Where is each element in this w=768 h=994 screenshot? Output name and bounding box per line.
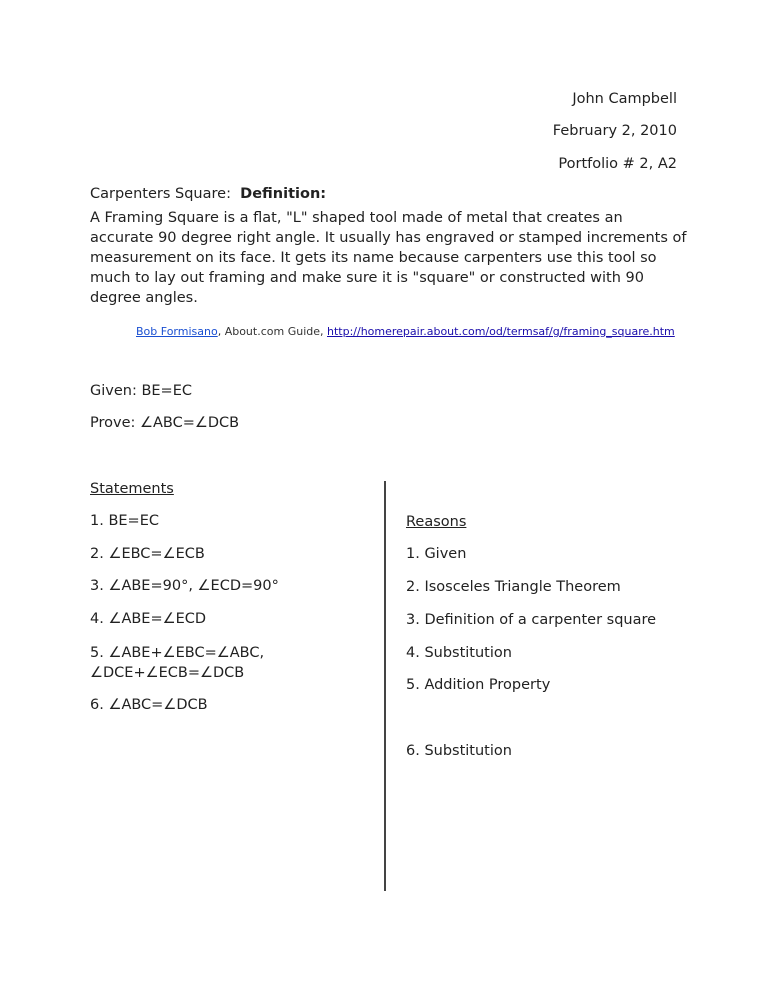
portfolio-label: Portfolio # 2, A2 bbox=[558, 156, 677, 172]
citation bbox=[136, 325, 675, 338]
statement-item-continued: ∠DCE+∠ECB=∠DCB bbox=[90, 665, 245, 681]
statement-item: 6. ∠ABC=∠DCB bbox=[90, 697, 208, 713]
prove-line: Prove: ∠ABC=∠DCB bbox=[90, 415, 240, 431]
reason-item: 6. Substitution bbox=[406, 743, 512, 759]
reason-item: 5. Addition Property bbox=[406, 677, 551, 693]
citation-author-link[interactable]: Bob Formisano bbox=[136, 325, 218, 338]
reason-item: 2. Isosceles Triangle Theorem bbox=[406, 579, 621, 595]
author-name: John Campbell bbox=[572, 91, 677, 107]
statement-item: 2. ∠EBC=∠ECB bbox=[90, 546, 205, 562]
statement-item: 3. ∠ABE=90°, ∠ECD=90° bbox=[90, 578, 279, 594]
reason-item: 3. Definition of a carpenter square bbox=[406, 612, 657, 628]
statements-heading: Statements bbox=[90, 481, 174, 497]
definition-text: A Framing Square is a flat, "L" shaped tool made of metal that creates an accurate 90 degree right angle. It usually has engraved or stamped increments of measurement on its face. It gets its name because carpenters use this tool so much to lay out framing and make sure it is "square" or constructed with 90 degree angles. bbox=[90, 210, 687, 306]
definition-heading bbox=[90, 186, 326, 202]
definition-label: Definition: bbox=[240, 186, 327, 202]
column-divider bbox=[384, 481, 386, 891]
statement-item: 1. BE=EC bbox=[90, 513, 159, 529]
definition-title: Carpenters Square: bbox=[90, 186, 231, 202]
document-date: February 2, 2010 bbox=[552, 123, 677, 139]
statement-item: 4. ∠ABE=∠ECD bbox=[90, 611, 207, 627]
reason-item: 4. Substitution bbox=[406, 645, 512, 661]
citation-url-link[interactable]: http://homerepair.about.com/od/termsaf/g/framing_square.htm bbox=[327, 325, 675, 338]
reasons-heading: Reasons bbox=[406, 514, 467, 530]
reason-item: 1. Given bbox=[406, 546, 467, 562]
given-line: Given: BE=EC bbox=[90, 383, 192, 399]
citation-source: , About.com Guide, bbox=[217, 325, 327, 338]
statement-item: 5. ∠ABE+∠EBC=∠ABC, bbox=[90, 645, 265, 661]
